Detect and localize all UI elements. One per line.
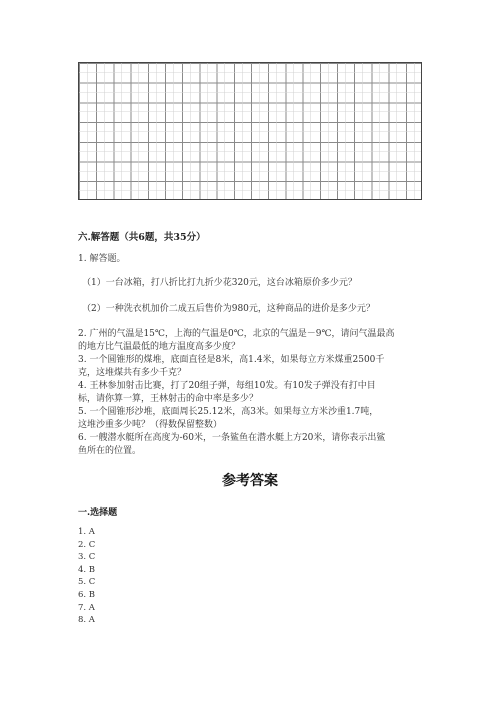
question-4-line-2: 标，请你算一算，王林射击的命中率是多少？ [78, 394, 259, 404]
question-5-line-1: 5. 一个圆锥形沙堆，底面周长25.12米，高3米。如果每立方米沙重1.7吨， [78, 407, 379, 417]
question-6-line-1: 6. 一艘潜水艇所在高度为-60米，一条鲨鱼在潜水艇上方20米，请你表示出鲨 [78, 433, 386, 443]
answer-item: 2. C [78, 539, 96, 550]
answer-key-title: 参考答案 [222, 473, 278, 489]
answer-list [78, 526, 95, 627]
answer-item: 5. C [78, 577, 96, 588]
answer-item: 4. B [78, 564, 96, 575]
question-6-line-2: 鱼所在的位置。 [78, 446, 142, 456]
answer-item: 6. B [78, 589, 96, 600]
answer-item: 8. A [78, 615, 95, 626]
question-1-intro: 1. 解答题。 [78, 254, 126, 264]
section-title: 六.解答题（共6题，共35分） [78, 232, 206, 243]
answer-item: 3. C [78, 552, 96, 563]
answer-item: 1. A [78, 527, 95, 537]
question-5-line-2: 这堆沙重多少吨？（得数保留整数） [78, 420, 223, 430]
writing-grid [78, 62, 422, 200]
question-3-line-1: 3. 一个圆锥形的煤堆，底面直径是8米，高1.4米，如果每立方米煤重2500千 [78, 355, 385, 365]
question-4-line-1: 4. 王林参加射击比赛，打了20组子弹，每组10发。有10发子弹没有打中目 [78, 381, 376, 391]
answer-item: 7. A [78, 602, 95, 613]
question-1-1: （1）一台冰箱，打八折比打九折少花320元，这台冰箱原价多少元？ [82, 278, 357, 288]
question-1-2: （2）一种洗衣机加价二成五后售价为980元，这种商品的进价是多少元？ [82, 304, 375, 314]
question-3-line-2: 克，这堆煤共有多少千克？ [78, 368, 187, 378]
question-2-line-1: 2. 广州的气温是15℃，上海的气温是0℃，北京的气温是－9℃，请问气温最高 [78, 329, 395, 339]
answer-section-title: 一.选择题 [78, 508, 118, 518]
question-2-line-2: 的地方比气温最低的地方温度高多少度？ [78, 342, 241, 352]
